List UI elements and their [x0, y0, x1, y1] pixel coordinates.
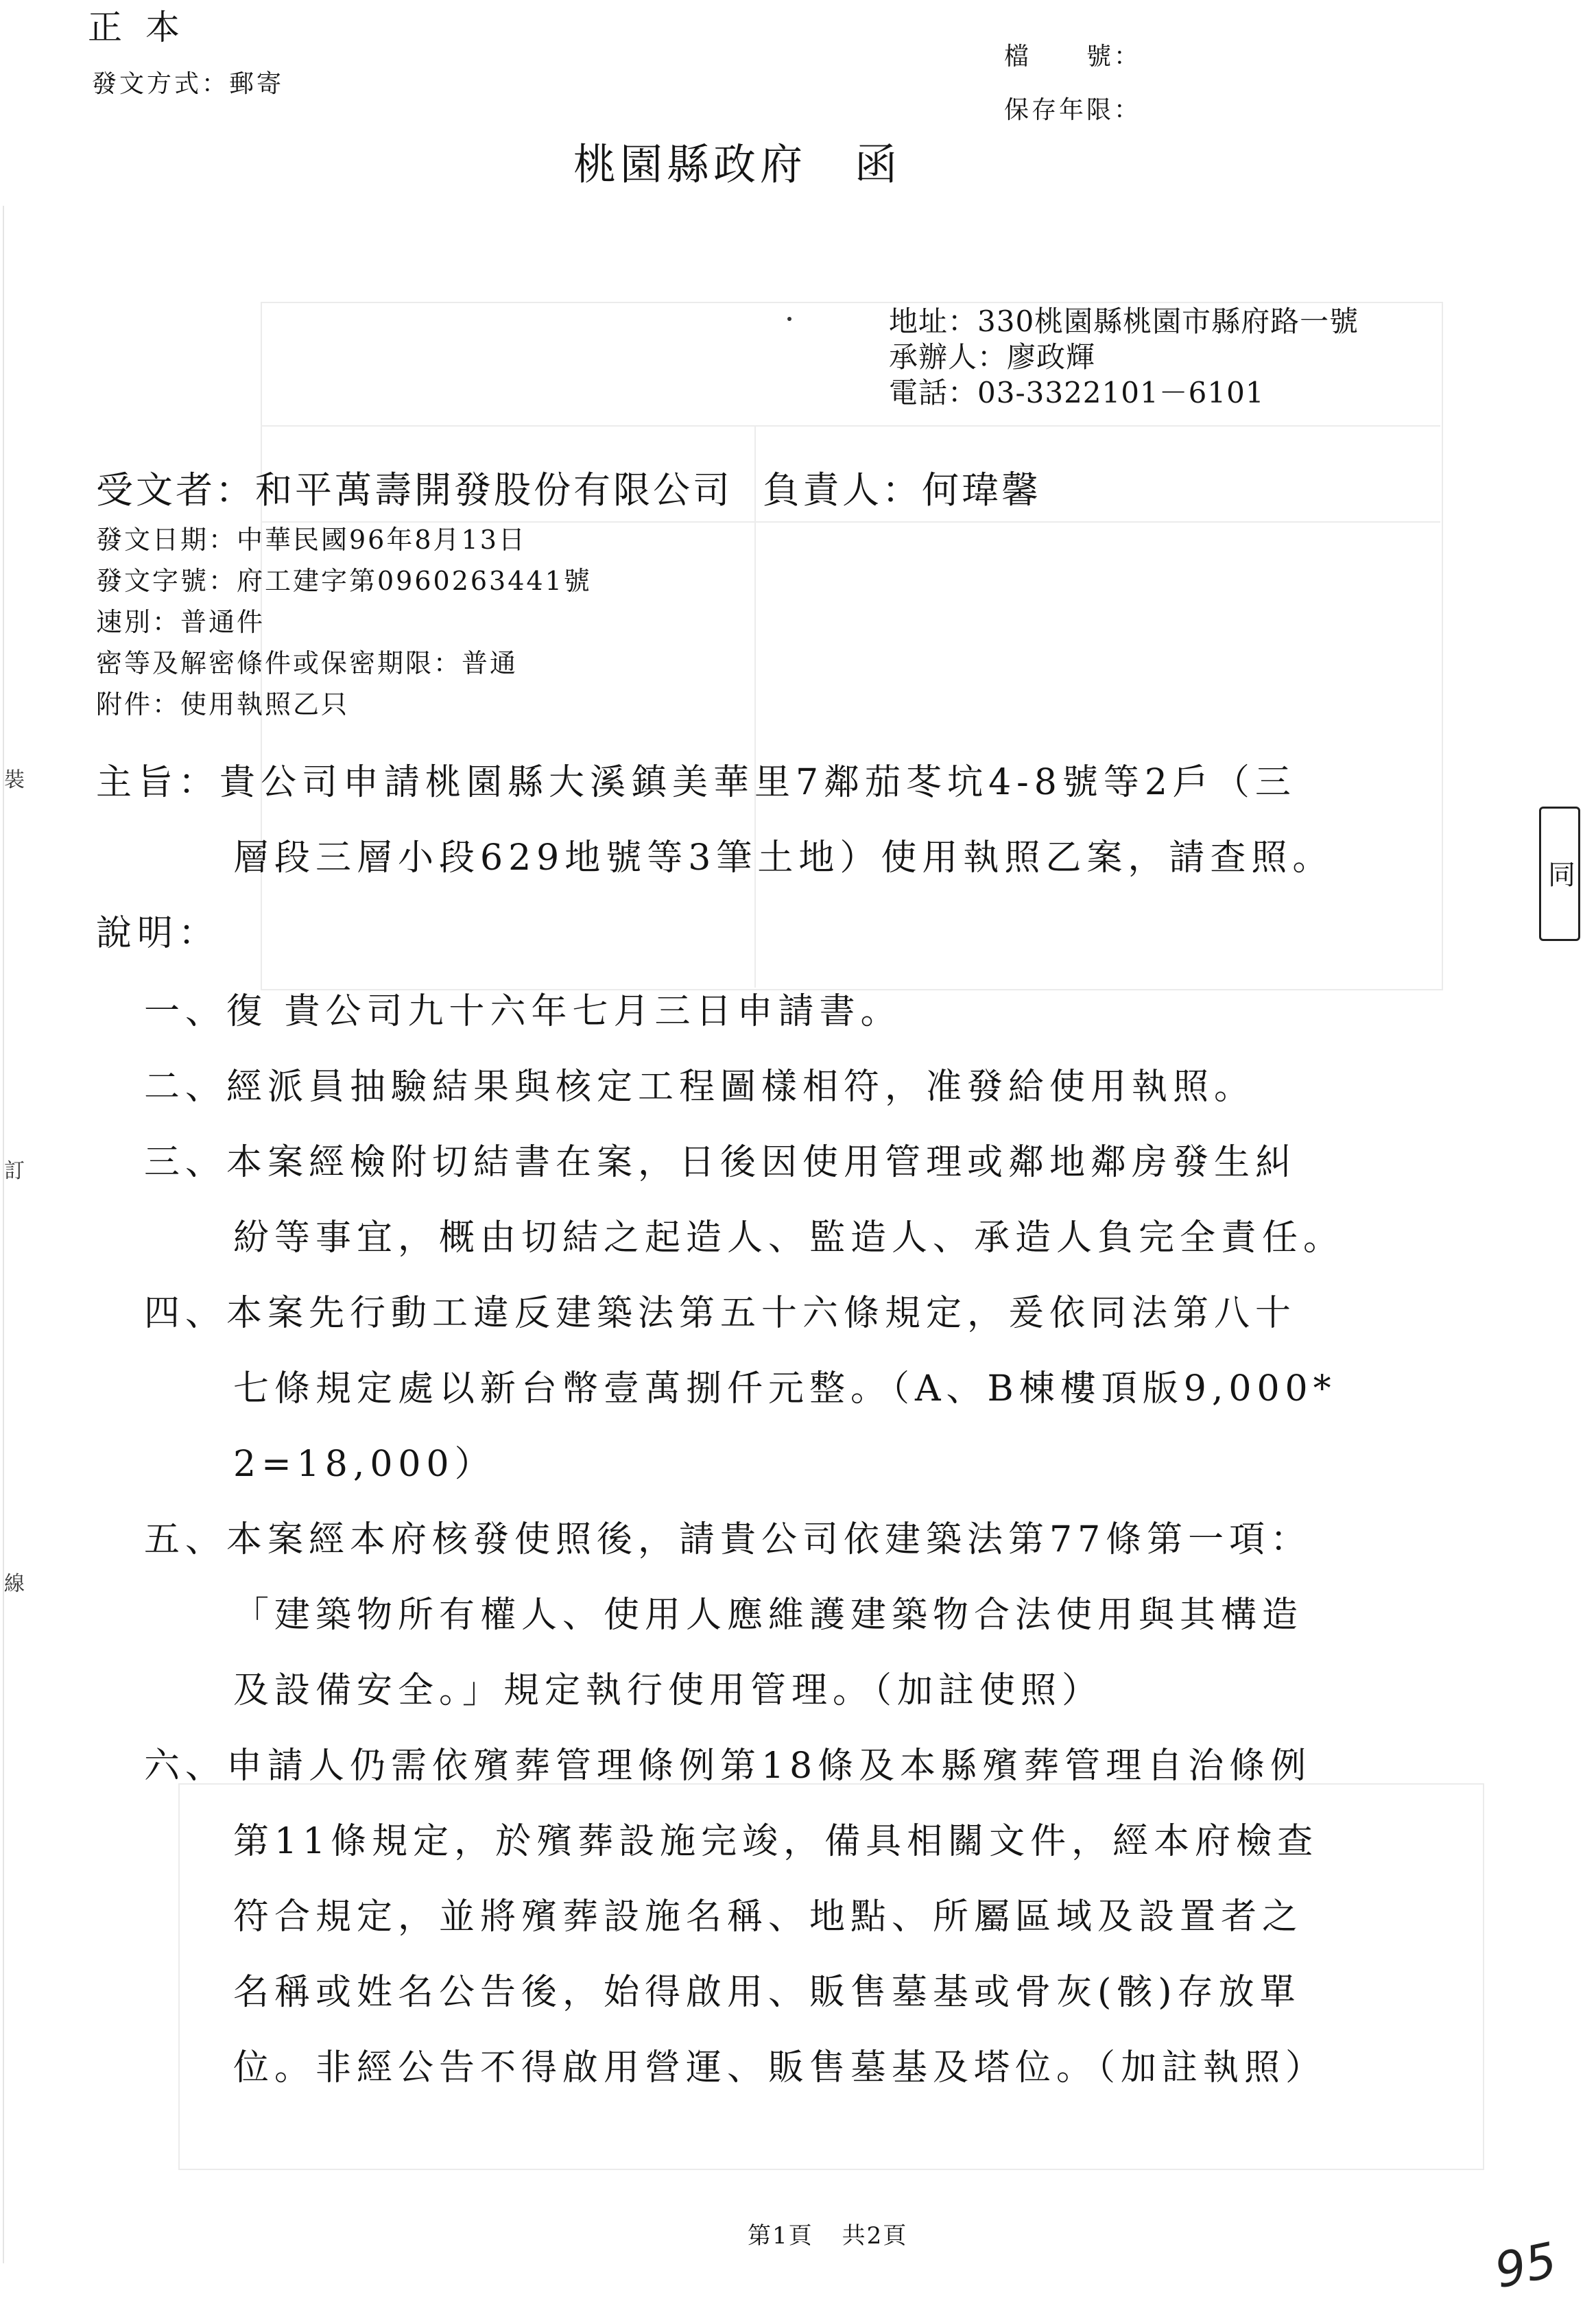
page-total: 共2頁	[842, 2222, 908, 2250]
secrecy-level: 密等及解密條件或保密期限：普通	[96, 648, 519, 678]
handler-line: 承辦人：廖政輝	[889, 340, 1096, 374]
issuing-organization: 桃園縣政府	[573, 139, 807, 189]
explanation-heading: 說明：	[96, 913, 220, 954]
binding-mark-3: 線	[4, 1572, 25, 1596]
document-type: 函	[855, 139, 902, 189]
bleed-through-rule	[261, 425, 1440, 427]
page-number: 第1頁	[748, 2222, 813, 2250]
original-copy-label: 正本	[88, 8, 203, 47]
phone-line: 電話：03-3322101－6101	[889, 376, 1265, 409]
delivery-speed: 速別：普通件	[96, 607, 265, 637]
binding-tab-mark	[1539, 807, 1580, 941]
explanation-item: 紛等事宜，概由切結之起造人、監造人、承造人負完全責任。	[233, 1217, 1345, 1259]
document-number: 發文字號：府工建字第0960263441號	[96, 566, 592, 596]
address-line: 地址：330桃園縣桃園市縣府路一號	[889, 305, 1359, 338]
document-title	[573, 130, 901, 191]
explanation-item: 七條規定處以新台幣壹萬捌仟元整。（A、B棟樓頂版9,000*	[233, 1368, 1337, 1409]
handwritten-note: 95	[1490, 2231, 1562, 2299]
responsible-person: 負責人：何瑋馨	[763, 468, 1041, 512]
attachment: 附件：使用執照乙只	[96, 689, 350, 719]
recipient-name: 受文者：和平萬壽開發股份有限公司	[96, 468, 733, 512]
explanation-item: 「建築物所有權人、使用人應維護建築物合法使用與其構造	[233, 1595, 1304, 1636]
binding-tab-label: 同	[1543, 860, 1575, 888]
retention-period-label: 保存年限：	[1004, 96, 1142, 124]
send-method: 發文方式：郵寄	[92, 70, 285, 98]
explanation-item: 六、申請人仍需依殯葬管理條例第18條及本縣殯葬管理自治條例	[144, 1746, 1312, 1787]
file-number-label: 檔 號：	[1004, 43, 1142, 71]
recipient-line	[96, 461, 1041, 514]
explanation-item: 二、經派員抽驗結果與核定工程圖樣相符，准發給使用執照。	[144, 1067, 1256, 1108]
binding-mark-2: 訂	[4, 1159, 25, 1183]
send-date: 發文日期：中華民國96年8月13日	[96, 525, 527, 555]
speck	[787, 317, 791, 321]
page-indicator	[748, 2217, 907, 2250]
explanation-item: 2=18,000）	[233, 1444, 496, 1485]
explanation-item: 一、復 貴公司九十六年七月三日申請書。	[144, 991, 902, 1032]
explanation-item: 四、本案先行動工違反建築法第五十六條規定，爰依同法第八十	[144, 1293, 1297, 1334]
binding-margin-line	[3, 206, 4, 2263]
explanation-item: 及設備安全。」規定執行使用管理。（加註使照）	[233, 1670, 1104, 1711]
explanation-item: 第11條規定，於殯葬設施完竣，備具相關文件，經本府檢查	[233, 1821, 1319, 1862]
subject-line: 層段三層小段629地號等3筆土地）使用執照乙案，請查照。	[233, 837, 1334, 879]
explanation-item: 五、本案經本府核發使照後，請貴公司依建築法第77條第一項：	[144, 1519, 1312, 1560]
subject-line: 主旨：貴公司申請桃園縣大溪鎮美華里7鄰茄苳坑4-8號等2戶（三	[96, 762, 1296, 803]
explanation-item: 三、本案經檢附切結書在案，日後因使用管理或鄰地鄰房發生糾	[144, 1142, 1297, 1183]
explanation-item: 名稱或姓名公告後，始得啟用、販售墓基或骨灰(骸)存放單	[233, 1972, 1301, 2013]
explanation-item: 符合規定，並將殯葬設施名稱、地點、所屬區域及設置者之	[233, 1896, 1304, 1938]
binding-mark-1: 裝	[4, 768, 25, 792]
explanation-item: 位。非經公告不得啟用營運、販售墓基及塔位。（加註執照）	[233, 2047, 1327, 2088]
